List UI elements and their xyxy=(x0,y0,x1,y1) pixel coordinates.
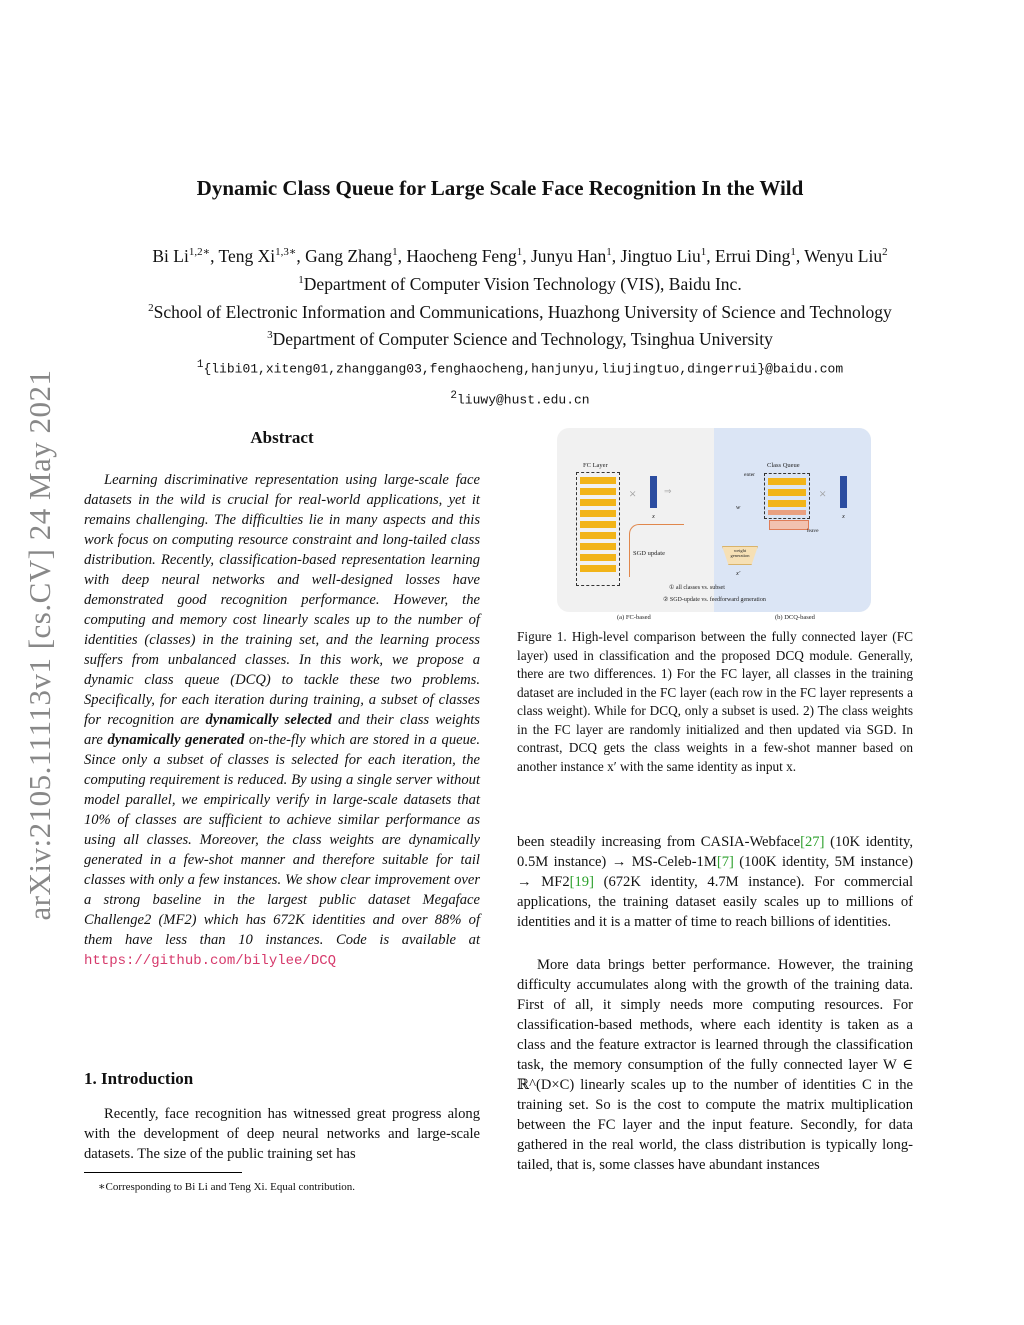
author-name: Teng $Xi^{1,3∗}$ xyxy=(218,245,297,266)
multiply-icon-b: × xyxy=(819,486,827,501)
subcaption-a: (a) FC-based xyxy=(617,614,651,621)
leave-label: leave xyxy=(807,528,819,534)
paper-title: Dynamic Class Queue for Large Scale Face Recognition In the Wild xyxy=(196,176,804,200)
email-1: $^1${libi01,xiteng01,zhanggang03,fenghaocheng,hanjunyu,liujingtuo,dingerrui}@baidu.com xyxy=(196,359,844,377)
footnote: ∗Corresponding to Bi Li and Teng Xi. Equal contribution. xyxy=(98,1181,356,1193)
author-name: Wenyu Liu$^2$ xyxy=(804,245,888,266)
arxiv-stamp xyxy=(10,345,70,945)
citation-19[interactable]: [19] xyxy=(569,874,594,890)
figure-panel xyxy=(557,428,871,612)
arrow-a-icon: ⇒ xyxy=(664,486,672,496)
class-queue-box xyxy=(764,473,810,519)
footnote-rule xyxy=(84,1172,242,1173)
x-label-b: x xyxy=(842,513,845,520)
affiliation-1: $^1$Department of Computer Vision Technology (VIS), Baidu Inc. xyxy=(298,273,742,294)
intro-paragraph: Recently, face recognition has witnessed great progress along with the development of deep neural networks and large-scale datasets. The size of the public training set has xyxy=(84,1106,480,1162)
right-paragraph-2: More data brings better performance. However, the training difficulty accumulates along with the growth of the training data. First of all, it simply needs more computing resources. For classification-based methods, where each identity is taken as a class and the feature extractor is learned through the classification task, the memory consumption of the fully connected layer W ∈ ℝ^(D×C) linearly scales up to the number of identities C in the training set. So is the cost to compute the matrix multiplication between the FC layer and the input feature. Secondly, for data gathered in the real world, the class distribution is typically long-tailed, that is, some classes have abundant instances xyxy=(517,957,913,1173)
citation-27[interactable]: [27] xyxy=(800,834,825,850)
x-label-a: x xyxy=(652,513,655,520)
w-label: w xyxy=(736,504,741,511)
citation-7[interactable]: [7] xyxy=(716,854,734,870)
abstract-body: Learning discriminative representation using large-scale face datasets in the wild is crucial for real-world applications, yet it remains challenging. The difficulties lie in many aspects and this work focus on computing resource constraint and long-tailed class distribution. Recently, classification-based representation learning with deep neural networks and well-designed losses have demonstrated good recognition performance. However, the computing and memory cost linearly scales up to the number of identities (classes) in the training set, and the learning process suffers from unbalanced classes. In this work, we propose a dynamic class queue (DCQ) to tackle these two problems. Specifically, for each iteration during training, a subset of classes for recognition are dynamically selected and their class weights are dynamically generated on-the-fly which are stored in a queue. Since only a subset of classes is selected for each iteration, the computing requirement is reduced. By using a single server without model parallel, we empirically verify in large-scale datasets that 10% of classes are sufficient to achieve similar performance as using all classes. Moreover, the class weights are dynamically generated in a few-shot manner and therefore suitable for tail classes with only a few instances. We show clear improvement over a strong baseline in the largest public dataset Megaface Challenge2 (MF2) which has 672K identities and over 88% of them have less than 10 instances. Code is available at https://github.com/bilylee/DCQ xyxy=(84,472,481,969)
weight-gen-label: weight generation xyxy=(730,548,750,558)
author-list: Bi $Li^{1,2∗}$, Teng $Xi^{1,3∗}$, Gang Zhang$^1$, Haocheng Feng$^1$, Junyu Han$^1$, Jingtuo Liu$^1$, Errui Ding$^1$, Wenyu Liu$^2$ xyxy=(152,245,888,266)
xprime-label: x′ xyxy=(736,570,741,577)
author-block xyxy=(0,240,1024,412)
subcaption-b: (b) DCQ-based xyxy=(775,614,815,621)
author-name: Junyu Han$^1$ xyxy=(530,245,612,266)
note-2: ② SGD-update vs. feedforward generation xyxy=(663,597,766,603)
author-name: Errui Ding$^1$ xyxy=(715,245,796,266)
enter-label: enter xyxy=(744,472,755,478)
figure-1 xyxy=(557,428,871,624)
author-name: Bi $Li^{1,2∗}$ xyxy=(152,245,211,266)
multiply-icon: × xyxy=(629,486,637,501)
feature-vector-b xyxy=(840,476,847,508)
author-name: Jingtuo Liu$^1$ xyxy=(620,245,707,266)
right-paragraph-1: been steadily increasing from CASIA-Webface[27] (10K identity, 0.5M instance) → MS-Celeb-1M[7] (100K identity, 5M instance) → MF2[19] (672K identity, 4.7M instance). For commercial applications, the training dataset easily scales up to millions of identities and it is a matter of time to reach billions of identities. xyxy=(517,834,913,930)
feature-vector-a xyxy=(650,476,657,508)
class-queue-label: Class Queue xyxy=(767,462,800,469)
arxiv-stamp-text: arXiv:2105.11113v1 [cs.CV] 24 May 2021 xyxy=(22,369,57,921)
sgd-label: SGD update xyxy=(633,550,665,557)
code-link[interactable]: https://github.com/bilylee/DCQ xyxy=(84,953,337,969)
note-1: ① all classes vs. subset xyxy=(669,585,725,591)
abstract-heading: Abstract xyxy=(250,428,314,447)
fc-layer-label: FC Layer xyxy=(583,462,608,469)
author-name: Haocheng Feng$^1$ xyxy=(406,245,523,266)
fc-layer-box xyxy=(576,472,620,586)
affiliation-2: $^2$School of Electronic Information and Communications, Huazhong University of Science and Technology xyxy=(148,301,892,322)
affiliation-3: $^3$Department of Computer Science and Technology, Tsinghua University xyxy=(267,329,773,350)
figure-caption: Figure 1. High-level comparison between the fully connected layer (FC layer) used in classification and the proposed DCQ module. Generally, there are two differences. 1) For the FC layer, all classes in the training dataset are included in the FC layer (each row in the FC layer represents a class weight). While for DCQ, only a subset is used. 2) The class weights in the FC layer are randomly initialized and then updated via SGD. In contrast, DCQ gets the class weights in a few-shot manner based on another instance x′ with the same identity as input x. xyxy=(517,629,913,774)
email-2: $^2$liuwy@hust.edu.cn xyxy=(450,389,590,407)
author-name: Gang Zhang$^1$ xyxy=(305,245,398,266)
intro-heading: 1. Introduction xyxy=(84,1069,194,1088)
leaving-weight xyxy=(769,520,809,530)
